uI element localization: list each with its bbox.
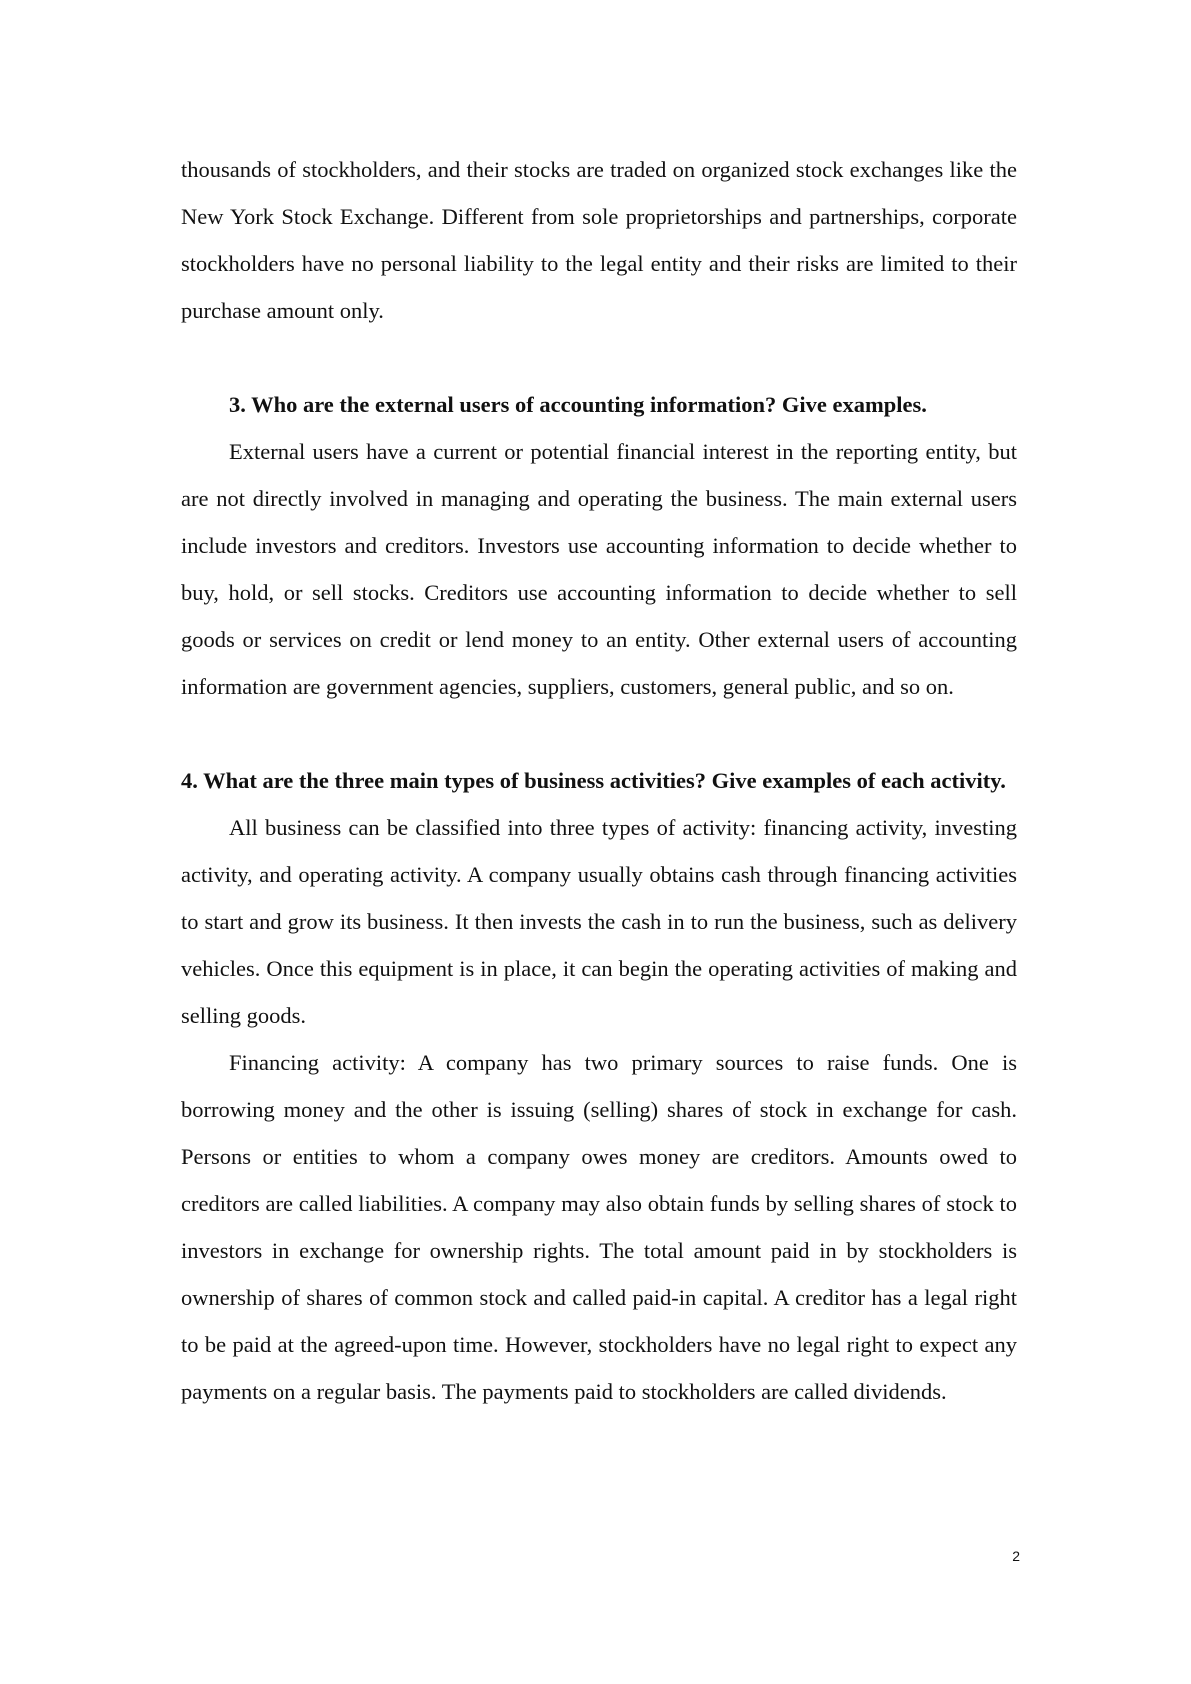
document-body xyxy=(181,146,1017,1415)
financing-activity-paragraph: Financing activity: A company has two primary sources to raise funds. One is borrowing money and the other is issuing (selling) shares of stock in exchange for cash. Persons or entities to whom a company owes money are creditors. Amounts owed to creditors are called liabilities. A company may also obtain funds by selling shares of stock to investors in exchange for ownership rights. The total amount paid in by stockholders is ownership of shares of common stock and called paid-in capital. A creditor has a legal right to be paid at the agreed-upon time. However, stockholders have no legal right to expect any payments on a regular basis. The payments paid to stockholders are called dividends. xyxy=(181,1050,1017,1404)
question-4-heading: 4. What are the three main types of business activities? Give examples of each activity. xyxy=(181,768,1006,793)
page-number: 2 xyxy=(1012,1548,1020,1564)
question-3-heading: 3. Who are the external users of accounting information? Give examples. xyxy=(229,392,927,417)
paragraph-continuation: thousands of stockholders, and their stocks are traded on organized stock exchanges like the New York Stock Exchange. Different from sole proprietorships and partnerships, corporate stockholders have no personal liability to the legal entity and their risks are limited to their purchase amount only. xyxy=(181,157,1017,323)
question-3-answer: External users have a current or potential financial interest in the reporting entity, but are not directly involved in managing and operating the business. The main external users include investors and creditors. Investors use accounting information to decide whether to buy, hold, or sell stocks. Creditors use accounting information to decide whether to sell goods or services on credit or lend money to an entity. Other external users of accounting information are government agencies, suppliers, customers, general public, and so on. xyxy=(181,439,1017,699)
question-4-answer-intro: All business can be classified into three types of activity: financing activity, investing activity, and operating activity. A company usually obtains cash through financing activities to start and grow its business. It then invests the cash in to run the business, such as delivery vehicles. Once this equipment is in place, it can begin the operating activities of making and selling goods. xyxy=(181,815,1017,1028)
